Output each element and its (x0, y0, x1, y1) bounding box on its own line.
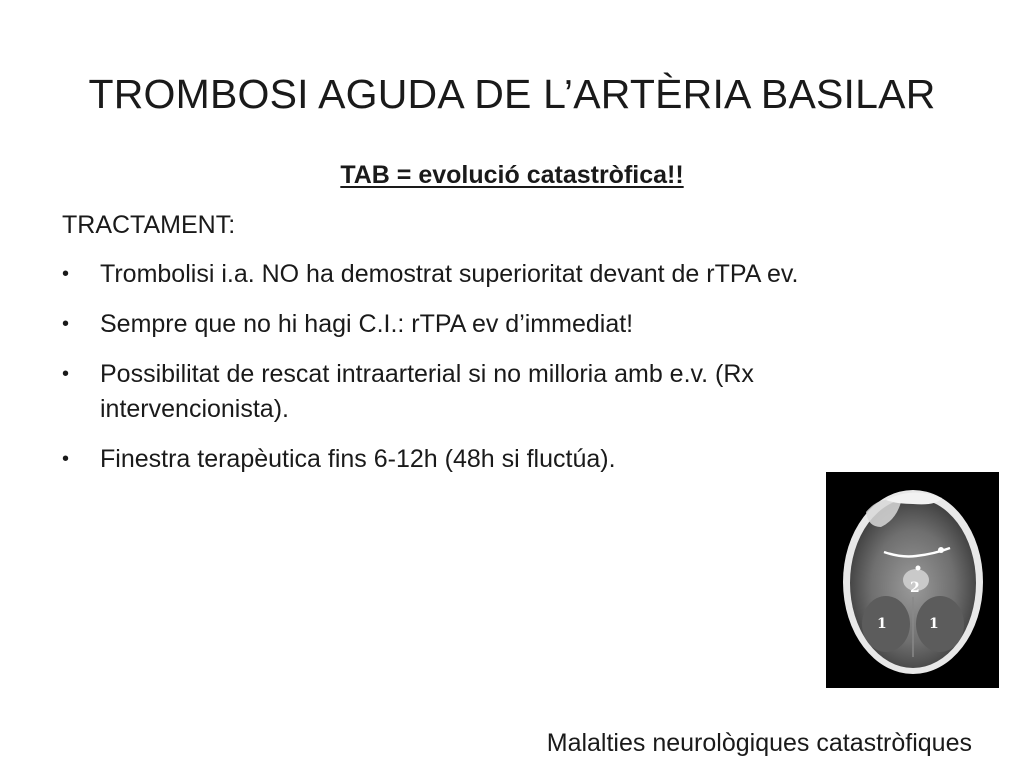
slide-subtitle: TAB = evolució catastròfica!! (340, 161, 684, 189)
bullet-text: Sempre que no hi hagi C.I.: rTPA ev d’immediat! (100, 310, 634, 338)
right-hemisphere-region (916, 596, 964, 652)
section-heading: TRACTAMENT: (62, 211, 236, 239)
slide-footer: Malalties neurològiques catastròfiques (546, 729, 972, 757)
slide-title: TROMBOSI AGUDA DE L’ARTÈRIA BASILAR (88, 71, 936, 117)
bullet-icon: • (62, 263, 70, 285)
bullet-text: Possibilitat de rescat intraarterial si no milloria amb e.v. (Rx intervencionista). (100, 360, 754, 423)
bullet-list (62, 257, 942, 492)
ct-scan-image (826, 472, 999, 688)
bullet-text: Finestra terapèutica fins 6-12h (48h si fluctúa). (100, 445, 616, 473)
vessel-dot (938, 547, 944, 553)
bullet-icon: • (62, 313, 70, 335)
ct-scan-graphic (826, 472, 999, 688)
bullet-item (62, 442, 942, 477)
scan-label: 2 (910, 580, 920, 596)
bullet-icon: • (62, 363, 70, 385)
bullet-icon: • (62, 448, 70, 470)
bullet-text: Trombolisi i.a. NO ha demostrat superioritat devant de rTPA ev. (100, 260, 799, 288)
bullet-item (62, 357, 942, 427)
bullet-item (62, 307, 942, 342)
scan-label: 1 (929, 616, 939, 632)
bullet-item (62, 257, 942, 292)
scan-label: 1 (877, 616, 887, 632)
vessel-dot (916, 566, 921, 571)
